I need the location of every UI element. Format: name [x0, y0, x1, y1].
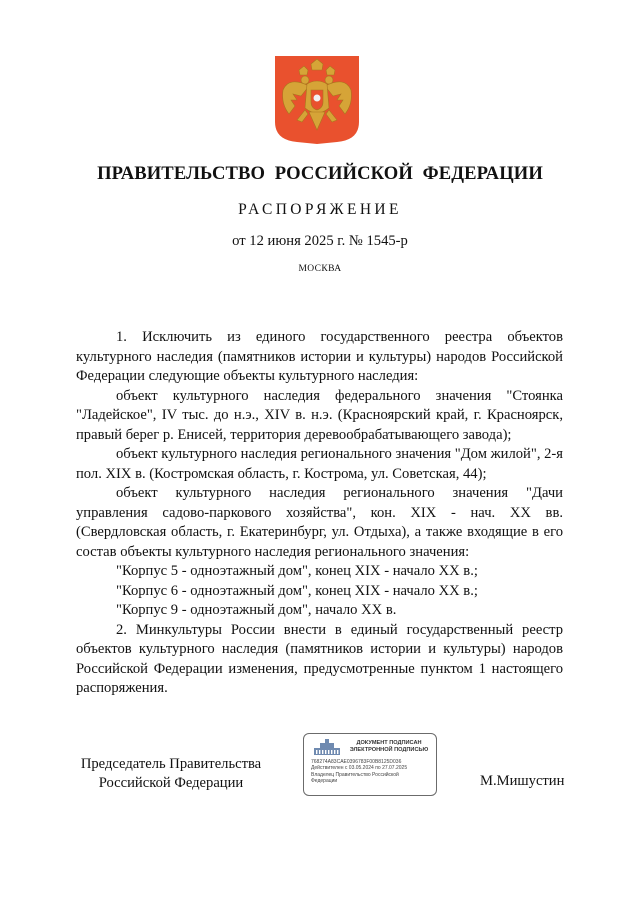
paragraph-object-2: объект культурного наследия регионального значения "Дом жилой", 2-я пол. XIX в. (Костромская область, г. Кострома, ул. Советская, 44); [76, 446, 563, 482]
stamp-details [311, 759, 435, 785]
stamp-validity: Действителен с 03.05.2024 по 27.07.2025 [311, 765, 408, 772]
emblem-head-left [301, 76, 309, 84]
paragraph-building-6: "Корпус 6 - одноэтажный дом", конец XIX - начало XX в.; [116, 582, 478, 599]
paragraph-object-1: объект культурного наследия федерального значения "Стоянка "Ладейское", IV тыс. до н.э., XIV в. н.э. (Красноярский край, г. Красноярск, правый берег р. Енисей, территория деревообрабатывающего завода); [76, 387, 563, 443]
stamp-owner-line-2: Федерации [311, 778, 338, 785]
stamp-heading-line-2: ЭЛЕКТРОННОЙ ПОДПИСЬЮ [349, 747, 429, 753]
signatory-name: М.Мишустин [480, 773, 565, 789]
government-title: ПРАВИТЕЛЬСТВО РОССИЙСКОЙ ФЕДЕРАЦИИ [97, 163, 543, 184]
document-city: МОСКВА [298, 264, 342, 274]
document-body [76, 328, 563, 699]
stamp-heading-line-1: ДОКУМЕНТ ПОДПИСАН [356, 740, 422, 746]
signatory-position [76, 755, 266, 793]
paragraph-item-1: 1. Исключить из единого государственного реестра объектов культурного наследия (памятников истории и культуры) народов Российской Федерации следующие объекты культурного наследия: [76, 329, 563, 384]
emblem-rider [314, 95, 321, 102]
paragraph-building-5: "Корпус 5 - одноэтажный дом", конец XIX - начало XX в.; [116, 563, 478, 579]
paragraph-building-9: "Корпус 9 - одноэтажный дом", начало XX в. [116, 602, 397, 618]
electronic-signature-stamp [303, 733, 437, 796]
signatory-position-line-2: Российской Федерации [98, 775, 244, 791]
stamp-owner-line-1: Владелец Правительство Российской [311, 771, 399, 778]
document-date-number: от 12 июня 2025 г. № 1545-р [232, 233, 408, 249]
emblem-head-right [325, 76, 333, 84]
stamp-heading [344, 740, 434, 754]
paragraph-object-3: объект культурного наследия регионального значения "Дачи управления садово-паркового хозяйства", кон. XIX - нач. XX вв. (Свердловская область, г. Екатеринбург, ул. Отдыха), а также входящие в его состав объекты культурного наследия регионального значения: [76, 485, 563, 560]
signatory-position-line-1: Председатель Правительства [80, 756, 262, 772]
document-type: РАСПОРЯЖЕНИЕ [238, 201, 402, 218]
stamp-certificate: 768274A83CAE0396783F00B8125D036 [311, 759, 402, 765]
coat-of-arms-emblem [275, 56, 359, 144]
paragraph-item-2: 2. Минкультуры России внести в единый государственный реестр объектов культурного наследия (памятников истории и культуры) народов Российской Федерации изменения, предусмотренные пунктом 1 настоящего распоряжения. [76, 621, 563, 696]
government-building-icon [312, 739, 342, 756]
